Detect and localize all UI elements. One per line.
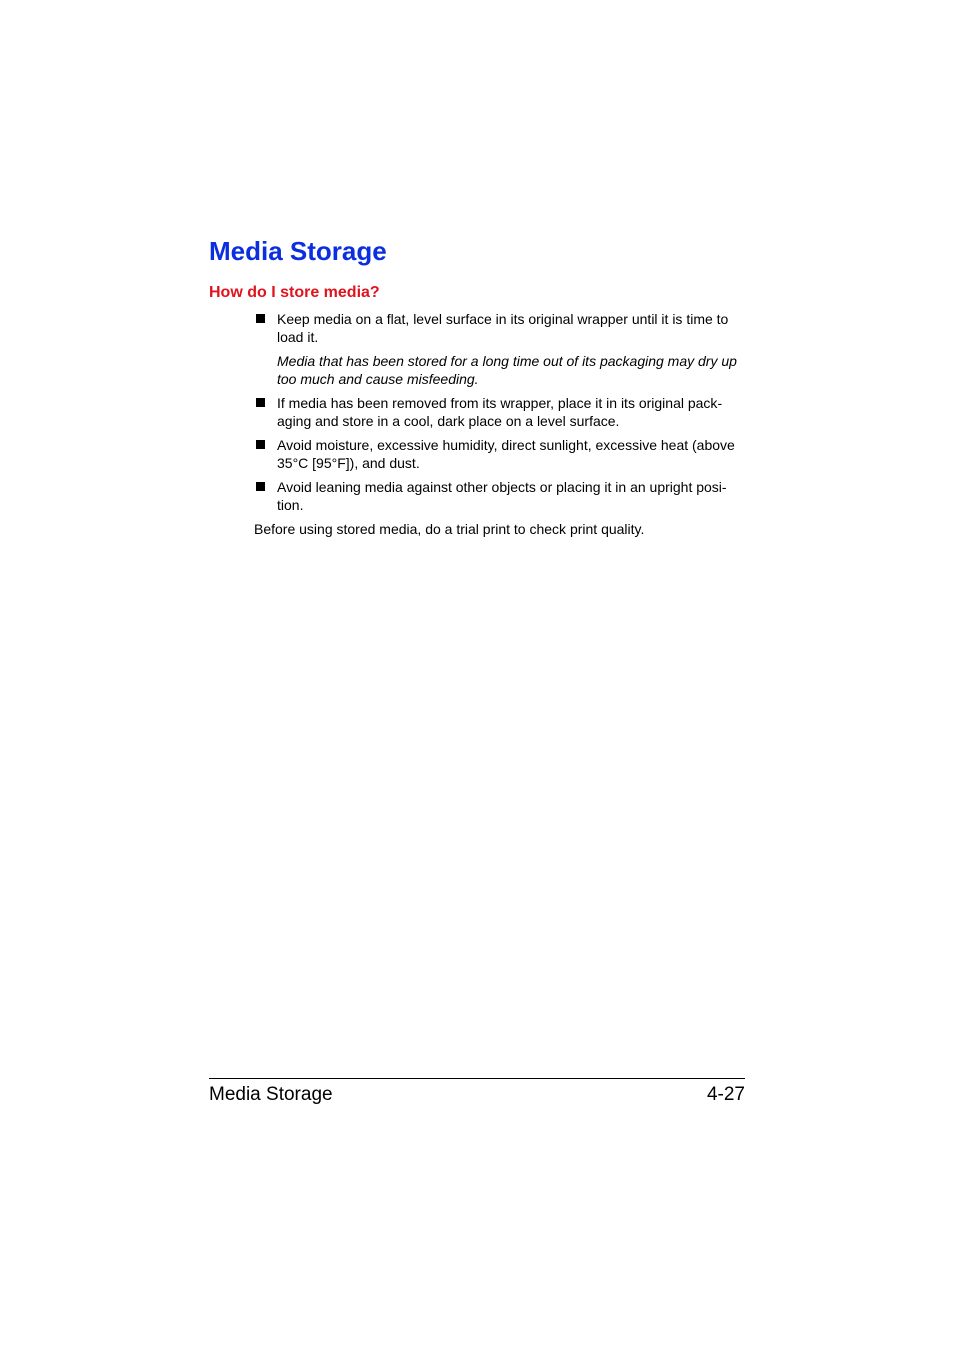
footer-divider <box>209 1078 745 1079</box>
bullet-text: Avoid leaning media against other objects or placing it in an upright position. <box>277 479 727 513</box>
bullet-text: If media has been removed from its wrapper, place it in its original packaging and store in a cool, dark place on a level surface. <box>277 395 723 429</box>
section-heading: How do I store media? <box>209 284 380 301</box>
list-item <box>254 478 748 514</box>
bullet-text: Keep media on a flat, level surface in its original wrapper until it is time to load it. <box>277 311 729 345</box>
list-item <box>254 436 748 472</box>
list-item <box>254 394 748 430</box>
bullet-text: Avoid moisture, excessive humidity, direct sunlight, excessive heat (above 35°C [95°F]), and dust. <box>277 437 735 471</box>
square-bullet-icon <box>256 440 265 449</box>
body-content <box>254 310 748 538</box>
list-item <box>254 310 748 388</box>
bullet-list <box>254 310 748 514</box>
bullet-note: Media that has been stored for a long time out of its packaging may dry up too much and cause misfeeding. <box>277 353 737 387</box>
page-title: Media Storage <box>209 236 387 266</box>
page-number: 4-27 <box>706 1084 745 1105</box>
square-bullet-icon <box>256 398 265 407</box>
square-bullet-icon <box>256 314 265 323</box>
footer-title: Media Storage <box>209 1084 333 1105</box>
square-bullet-icon <box>256 482 265 491</box>
closing-paragraph: Before using stored media, do a trial print to check print quality. <box>254 521 645 537</box>
